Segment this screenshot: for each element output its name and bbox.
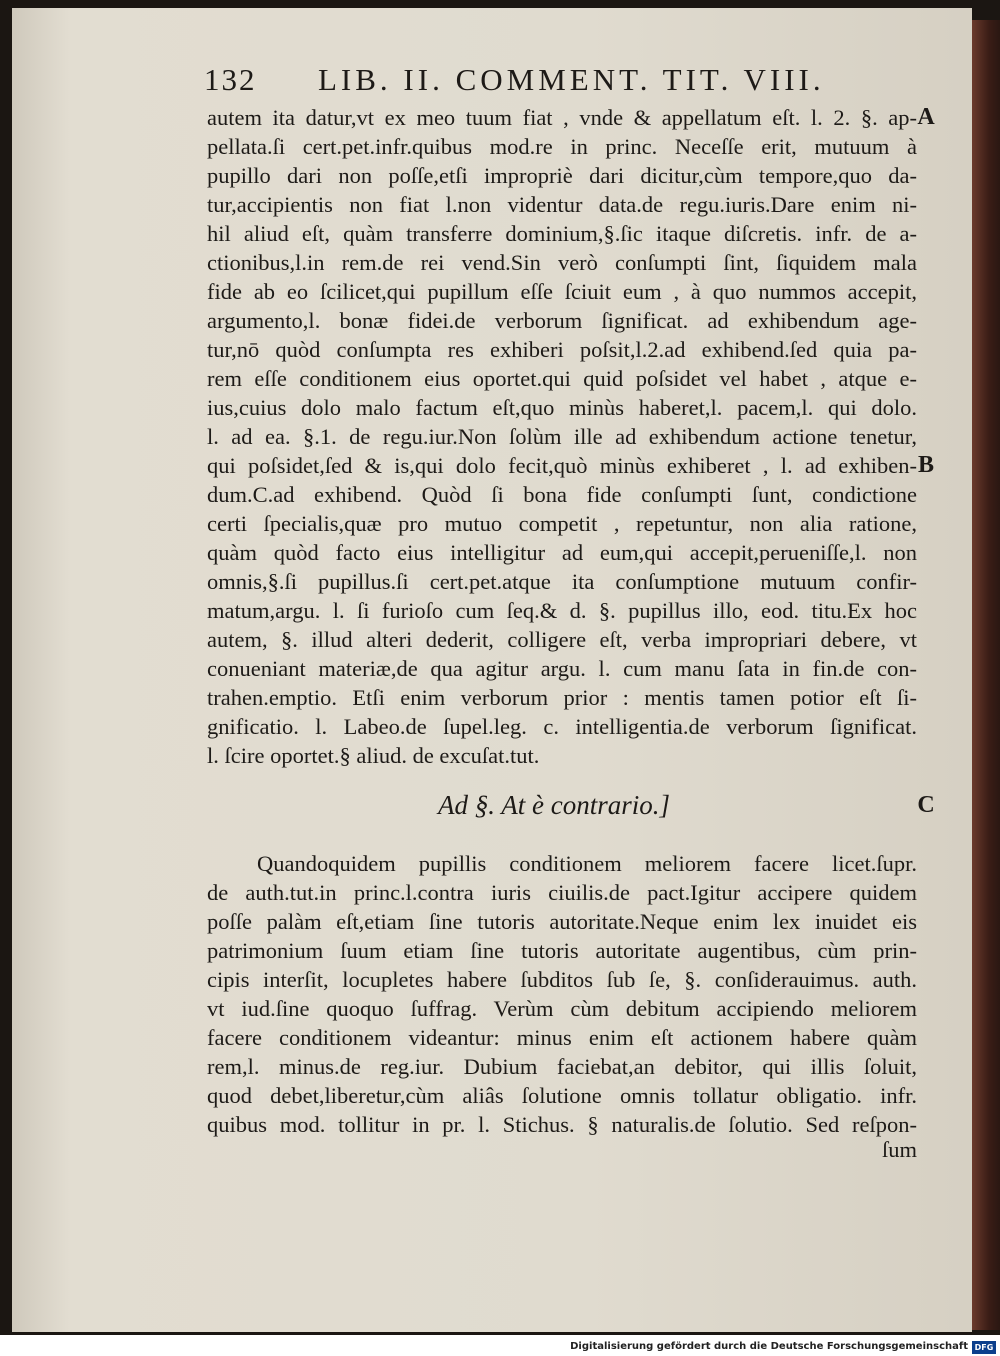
text-line: quàm quòd facto eius intelligitur ad eum,qui accepit,perueniſſe,l. non: [207, 540, 917, 565]
text-line: autem ita datur,vt ex meo tuum fiat , vnde & appellatum eſt. l. 2. §. ap-: [207, 105, 917, 130]
text-line: tur,nō quòd conſumpta res exhiberi poſsit,l.2.ad exhibend.ſed quia pa-: [207, 337, 917, 362]
text-line: autem, §. illud alteri dederit, colligere eſt, verba impropriari debere, vt: [207, 627, 917, 652]
footer-credit: Digitalisierung gefördert durch die Deutsche Forschungsgemeinschaft: [570, 1341, 968, 1352]
text-line: qui poſsidet,ſed & is,qui dolo fecit,quò minùs exhiberet , l. ad exhiben-: [207, 453, 917, 478]
text-line: de auth.tut.in princ.l.contra iuris ciuilis.de pact.Igitur accipere quidem: [207, 880, 917, 905]
margin-letter: C: [917, 792, 935, 818]
text-line: l. ſcire oportet.§ aliud. de excuſat.tut.: [207, 743, 540, 768]
section-heading: Ad §. At è contrario.]: [438, 790, 670, 820]
text-line: hil aliud eſt, quàm transferre dominium,§.ſic itaque diſcretis. infr. de a-: [207, 221, 917, 246]
text-line: patrimonium ſuum etiam ſine tutoris autoritate augentibus, cùm prin-: [207, 938, 917, 963]
text-line: argumento,l. bonæ fidei.de verborum ſignificat. ad exhibendum age-: [207, 308, 917, 333]
text-line: conueniant materiæ,de qua agitur argu. l. cum manu ſata in fin.de con-: [207, 656, 917, 681]
text-line: poſſe palàm eſt,etiam ſine tutoris autoritate.Neque enim lex inuidet eis: [207, 909, 917, 934]
text-line: vt iud.ſine quoquo ſuffrag. Verùm cùm debitum accipiendo meliorem: [207, 996, 917, 1021]
book-binding-edge: [972, 20, 1000, 1330]
text-line: pupillo dari non poſſe,etſi impropriè dari dicitur,cùm tempore,quo da-: [207, 163, 917, 188]
text-line: rem,l. minus.de reg.iur. Dubium faciebat,an debitor, qui illis ſoluit,: [207, 1054, 917, 1079]
text-line: pellata.ſi cert.pet.infr.quibus mod.re in princ. Neceſſe erit, mutuum à: [207, 134, 917, 159]
digitization-footer: [0, 1340, 1000, 1356]
text-line: certi ſpecialis,quæ pro mutuo competit , repetuntur, non alia ratione,: [207, 511, 917, 536]
text-line: gnificatio. l. Labeo.de ſupel.leg. c. intelligentia.de verborum ſignificat.: [207, 714, 917, 739]
text-line: dum.C.ad exhibend. Quòd ſi bona fide conſumpti ſunt, condictione: [207, 482, 917, 507]
text-line: facere conditionem videantur: minus enim eſt actionem habere quàm: [207, 1025, 917, 1050]
text-line: tur,accipientis non fiat l.non videntur data.de regu.iuris.Dare enim ni-: [207, 192, 917, 217]
text-line: quibus mod. tollitur in pr. l. Stichus. § naturalis.de ſolutio. Sed reſpon-: [207, 1112, 917, 1137]
text-line: l. ad ea. §.1. de regu.iur.Non ſolùm ille ad exhibendum actione tenetur,: [207, 424, 917, 449]
text-line: ius,cuius dolo malo factum eſt,quo minùs haberet,l. pacem,l. qui dolo.: [207, 395, 917, 420]
text-line: cipis interſit, locupletes habere ſubditos ſub ſe, §. conſiderauimus. auth.: [207, 967, 917, 992]
catchword: ſum: [881, 1137, 917, 1162]
text-line: trahen.emptio. Etſi enim verborum prior : mentis tamen potior eſt ſi-: [207, 685, 917, 710]
text-line: Quandoquidem pupillis conditionem meliorem facere licet.ſupr.: [257, 851, 917, 876]
page-header: [204, 62, 924, 102]
text-line: matum,argu. l. ſi furioſo cum ſeq.& d. §. pupillus illo, eod. titu.Ex hoc: [207, 598, 917, 623]
text-line: ctionibus,l.in rem.de rei vend.Sin verò conſumpti ſint, ſiquidem mala: [207, 250, 917, 275]
page-number: 132: [204, 62, 257, 97]
running-title: LIB. II. COMMENT. TIT. VIII.: [318, 62, 825, 97]
text-line: rem eſſe conditionem eius oportet.qui quid poſsidet vel habet , atque e-: [207, 366, 917, 391]
text-line: omnis,§.ſi pupillus.ſi cert.pet.atque ita conſumptione mutuum confir-: [207, 569, 917, 594]
margin-letter: B: [917, 452, 934, 478]
text-line: quod debet,liberetur,cùm aliâs ſolutione omnis tollatur obligatio. infr.: [207, 1083, 917, 1108]
dfg-logo-icon: DFG: [972, 1341, 996, 1354]
margin-letter: A: [917, 104, 935, 130]
text-line: fide ab eo ſcilicet,qui pupillum eſſe ſciuit eum , à quo nummos accepit,: [207, 279, 917, 304]
